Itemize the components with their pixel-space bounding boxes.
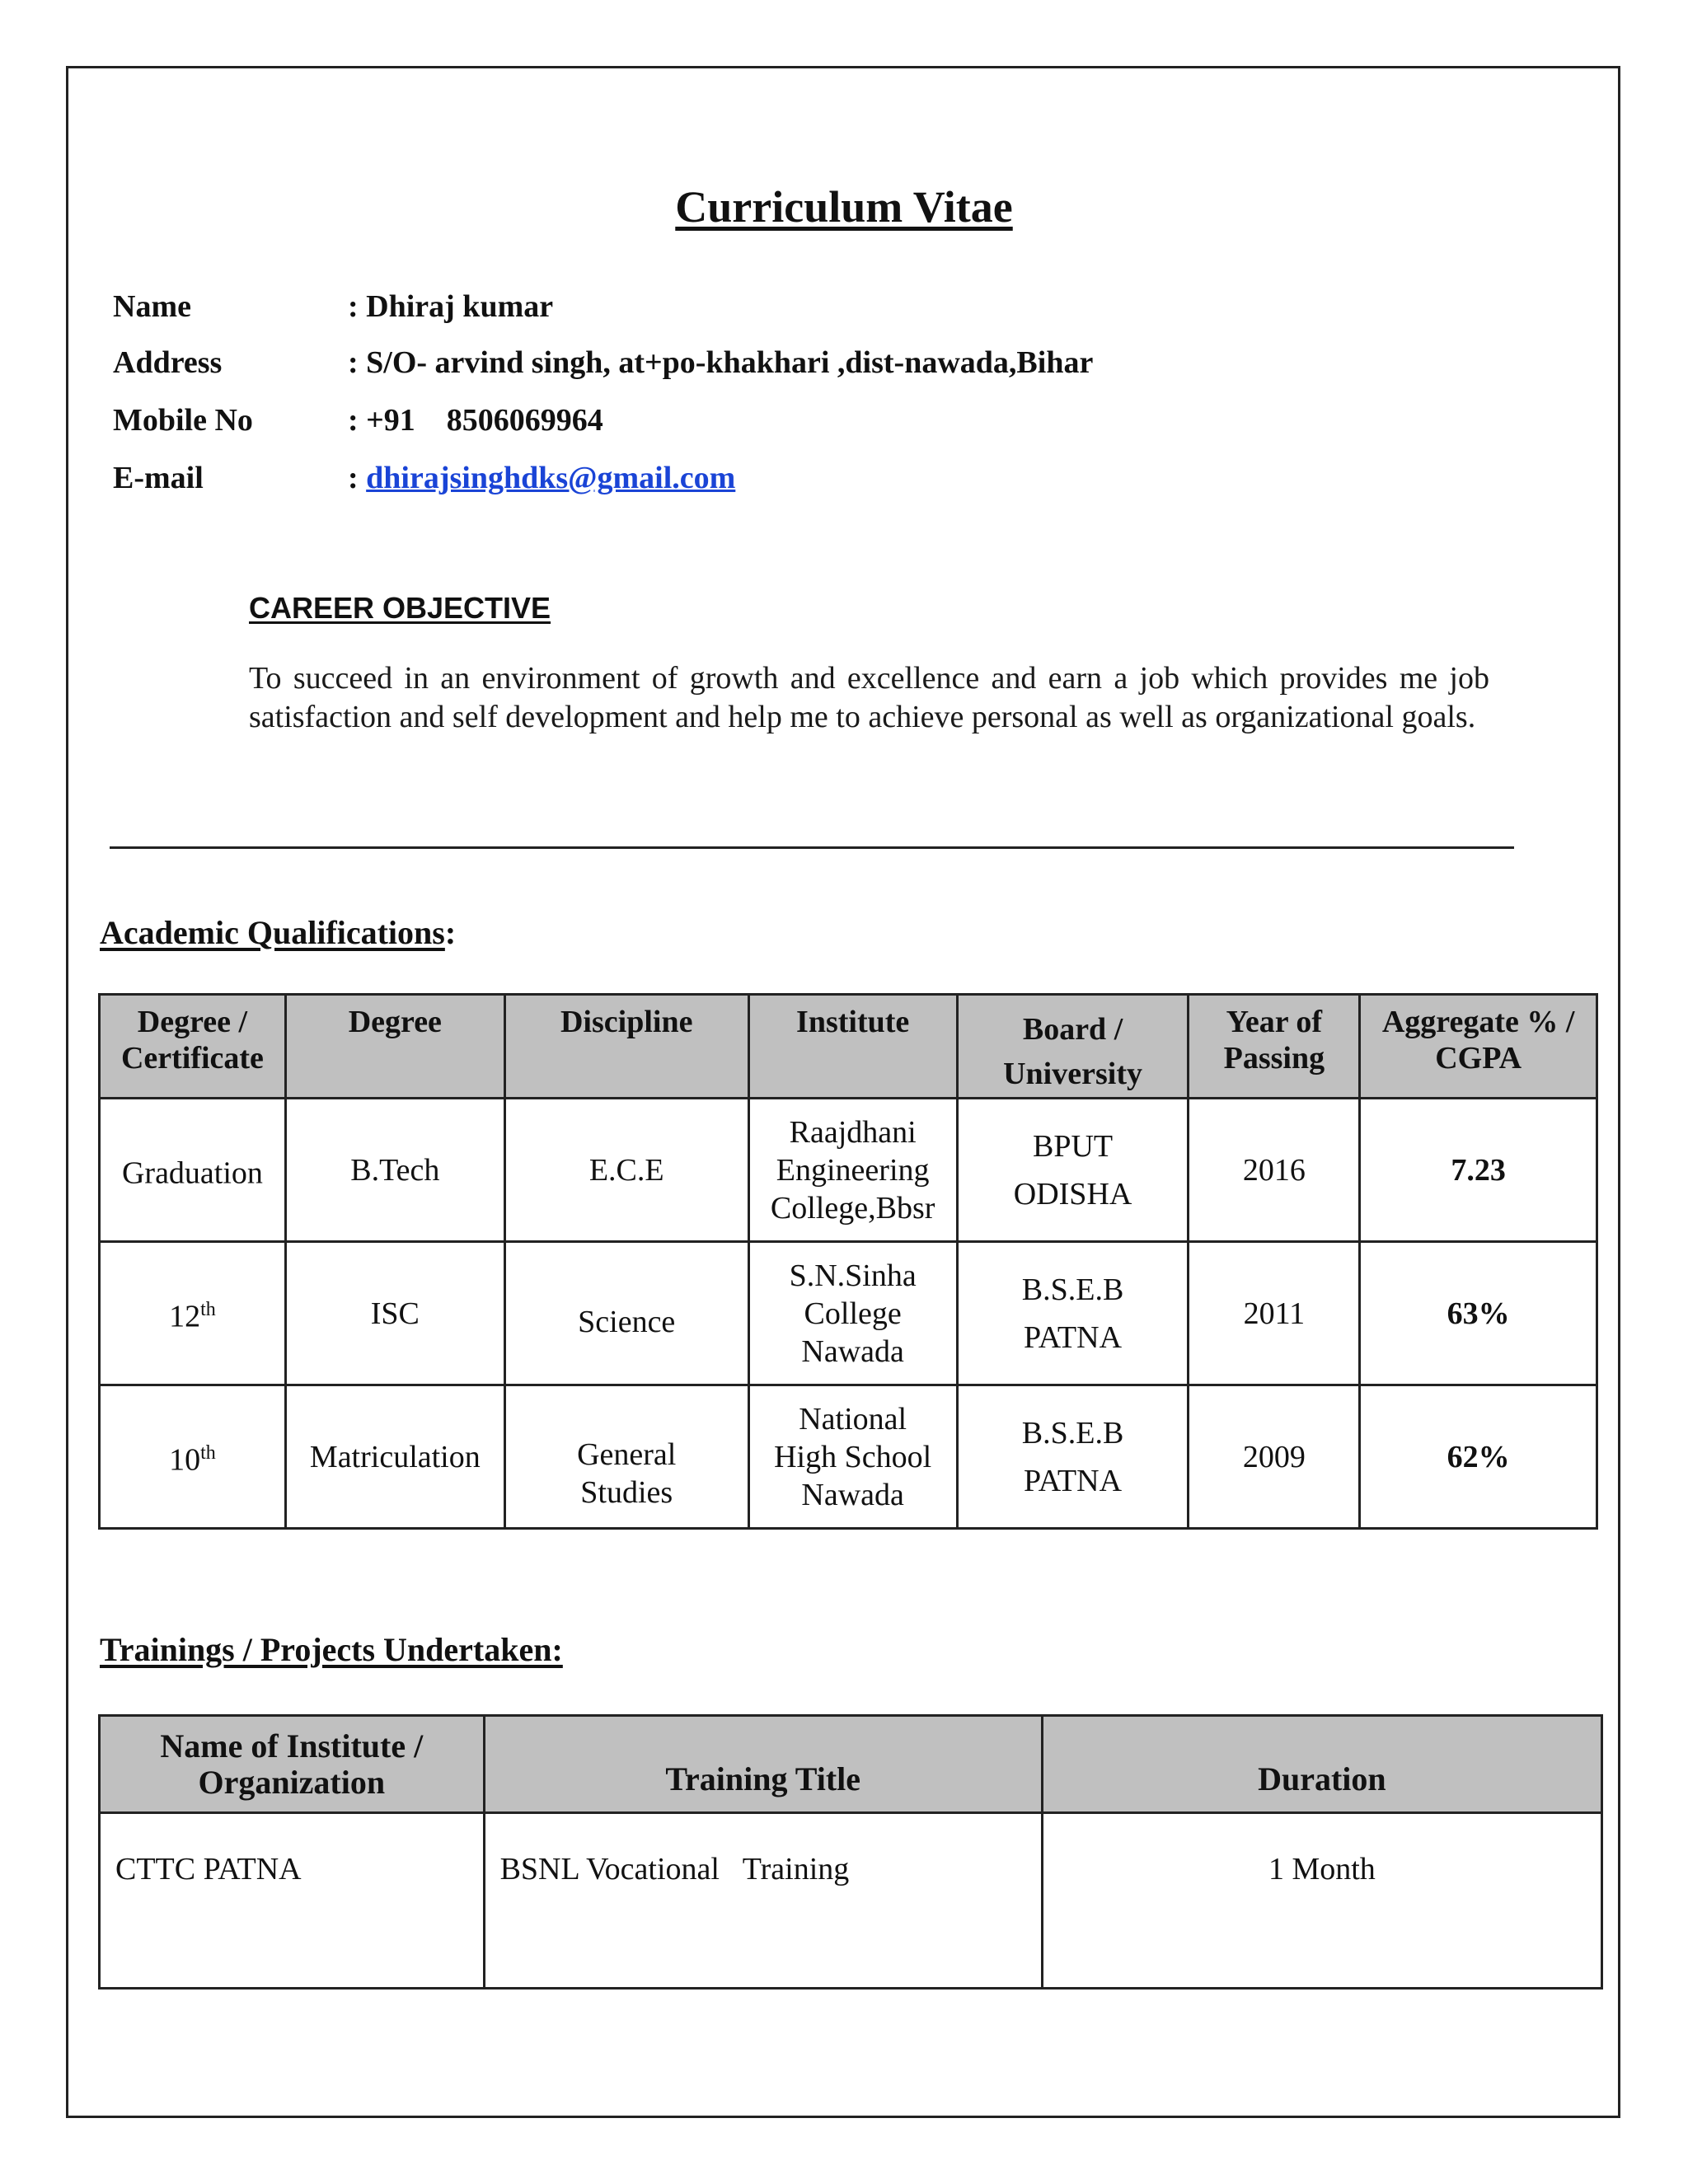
table-row bbox=[100, 1385, 1597, 1529]
address-value: : S/O- arvind singh, at+po-khakhari ,dist-nawada,Bihar bbox=[348, 345, 1094, 380]
cell-board: B.S.E.B PATNA bbox=[957, 1242, 1189, 1385]
column-header: Degree bbox=[285, 995, 504, 1099]
table-row bbox=[100, 1813, 1602, 1989]
cell-institute: S.N.Sinha College Nawada bbox=[748, 1242, 957, 1385]
column-header: Aggregate % / CGPA bbox=[1360, 995, 1597, 1099]
table-header-row bbox=[100, 1716, 1602, 1813]
email-row bbox=[113, 460, 735, 496]
cell-title: BSNL Vocational Training bbox=[484, 1813, 1042, 1989]
academic-table bbox=[98, 993, 1598, 1530]
academic-heading: Academic Qualifications: bbox=[100, 914, 457, 951]
mobile-row bbox=[113, 402, 603, 438]
email-link[interactable]: dhirajsinghdks@gmail.com bbox=[366, 461, 736, 495]
cell-degree: B.Tech bbox=[285, 1099, 504, 1242]
name-value: : Dhiraj kumar bbox=[348, 289, 554, 324]
email-prefix: : bbox=[348, 461, 359, 495]
cell-level: 12th bbox=[100, 1242, 286, 1385]
mobile-value: : +91 8506069964 bbox=[348, 403, 603, 438]
cell-year: 2009 bbox=[1189, 1385, 1360, 1529]
career-objective-heading: CAREER OBJECTIVE bbox=[249, 591, 551, 625]
name-label: Name bbox=[113, 289, 191, 324]
cell-year: 2011 bbox=[1189, 1242, 1360, 1385]
cell-duration: 1 Month bbox=[1042, 1813, 1601, 1989]
cell-board: BPUT ODISHA bbox=[957, 1099, 1189, 1242]
cell-discipline: General Studies bbox=[504, 1385, 748, 1529]
email-label: E-mail bbox=[113, 461, 204, 495]
table-row bbox=[100, 1099, 1597, 1242]
document-title: Curriculum Vitae bbox=[675, 182, 1013, 232]
cell-institute: Raajdhani Engineering College,Bbsr bbox=[748, 1099, 957, 1242]
cell-discipline: Science bbox=[504, 1242, 748, 1385]
cell-institute: National High School Nawada bbox=[748, 1385, 957, 1529]
column-header: Degree / Certificate bbox=[100, 995, 286, 1099]
cell-level: 10th bbox=[100, 1385, 286, 1529]
cell-aggregate: 7.23 bbox=[1360, 1099, 1597, 1242]
divider bbox=[110, 846, 1514, 849]
cell-discipline: E.C.E bbox=[504, 1099, 748, 1242]
column-header: Duration bbox=[1042, 1716, 1601, 1813]
column-header: Board / University bbox=[957, 995, 1189, 1099]
career-objective-text: To succeed in an environment of growth and excellence and earn a job which provides me job satisfaction and self development and help me to achieve personal as well as organizational goals. bbox=[249, 661, 1489, 734]
training-table bbox=[98, 1714, 1603, 1990]
table-row bbox=[100, 1242, 1597, 1385]
cell-year: 2016 bbox=[1189, 1099, 1360, 1242]
column-header: Name of Institute / Organization bbox=[100, 1716, 485, 1813]
column-header: Discipline bbox=[504, 995, 748, 1099]
training-heading: Trainings / Projects Undertaken: bbox=[100, 1631, 563, 1668]
cell-degree: ISC bbox=[285, 1242, 504, 1385]
cell-board: B.S.E.B PATNA bbox=[957, 1385, 1189, 1529]
column-header: Institute bbox=[748, 995, 957, 1099]
mobile-label: Mobile No bbox=[113, 403, 253, 438]
table-header-row bbox=[100, 995, 1597, 1099]
cell-aggregate: 62% bbox=[1360, 1385, 1597, 1529]
column-header: Year of Passing bbox=[1189, 995, 1360, 1099]
cell-degree: Matriculation bbox=[285, 1385, 504, 1529]
cell-level: Graduation bbox=[100, 1099, 286, 1242]
address-label: Address bbox=[113, 345, 223, 380]
column-header: Training Title bbox=[484, 1716, 1042, 1813]
cell-institute: CTTC PATNA bbox=[100, 1813, 485, 1989]
cell-aggregate: 63% bbox=[1360, 1242, 1597, 1385]
address-row bbox=[113, 344, 1093, 381]
name-row bbox=[113, 288, 553, 325]
